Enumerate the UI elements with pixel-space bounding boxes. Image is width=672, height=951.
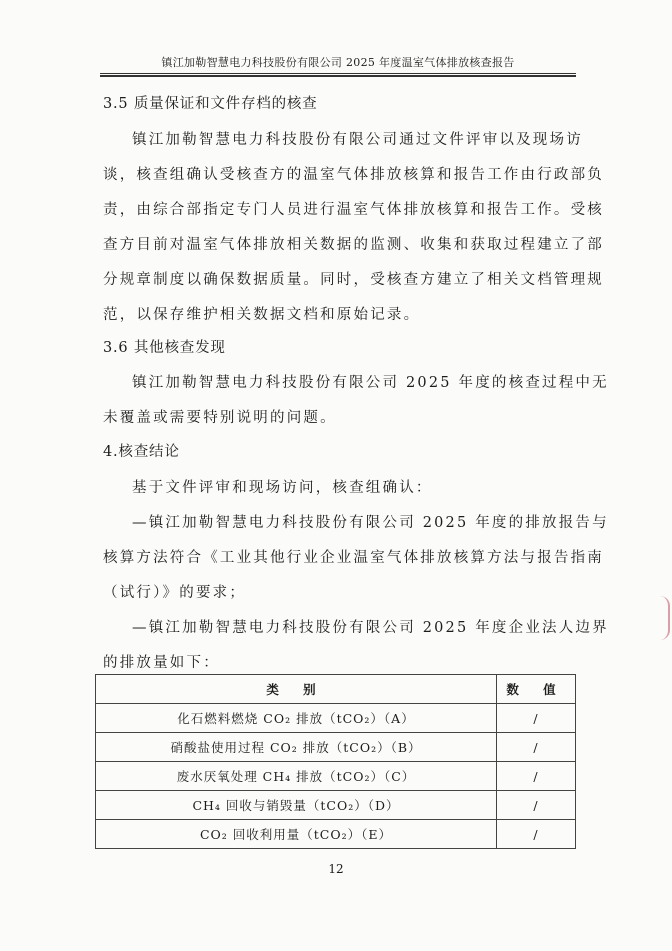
table-row: [96, 791, 576, 820]
paragraph-line: 核算方法符合《工业其他行业企业温室气体排放核算方法与报告指南: [103, 550, 604, 566]
table-row: [96, 762, 576, 791]
section-3-5-title: 3.5 质量保证和文件存档的核查: [103, 96, 318, 112]
table-row: [96, 733, 576, 762]
paragraph-line: 范，以保存维护相关数据文档和原始记录。: [103, 307, 421, 323]
table-cell-value: /: [497, 733, 576, 762]
table-cell-value: /: [497, 791, 576, 820]
paragraph-line: 责，由综合部指定专门人员进行温室气体排放核算和报告工作。受核: [103, 202, 604, 218]
table-cell-category: 硝酸盐使用过程 CO₂ 排放（tCO₂）（B）: [96, 733, 497, 762]
table-cell-value: /: [497, 820, 576, 849]
paragraph-line: 的排放量如下：: [103, 655, 220, 671]
section-4-title: 4.核查结论: [103, 444, 180, 460]
table-header-row: [96, 675, 576, 704]
table-cell-category: CO₂ 回收利用量（tCO₂）（E）: [96, 820, 497, 849]
column-header-value: 数 值: [497, 675, 576, 704]
running-header: 镇江加勒智慧电力科技股份有限公司 2025 年度温室气体排放核查报告: [100, 54, 576, 74]
paragraph-line: —镇江加勒智慧电力科技股份有限公司 2025 年度企业法人边界: [132, 620, 609, 636]
paragraph-line: 未覆盖或需要特别说明的问题。: [103, 410, 337, 426]
paragraph-line: —镇江加勒智慧电力科技股份有限公司 2025 年度的排放报告与: [132, 515, 609, 531]
emissions-table: [95, 674, 576, 849]
paragraph-line: 分规章制度以确保数据质量。同时，受核查方建立了相关文档管理规: [103, 272, 604, 288]
paragraph-line: 谈，核查组确认受核查方的温室气体排放核算和报告工作由行政部负: [103, 167, 604, 183]
table-cell-category: CH₄ 回收与销毁量（tCO₂）（D）: [96, 791, 497, 820]
table-cell-value: /: [497, 762, 576, 791]
paragraph-line: 镇江加勒智慧电力科技股份有限公司通过文件评审以及现场访: [132, 132, 583, 148]
paragraph-line: （试行）》的要求；: [103, 585, 247, 601]
paragraph-line: 查方目前对温室气体排放相关数据的监测、收集和获取过程建立了部: [103, 237, 604, 253]
table-cell-category: 化石燃料燃烧 CO₂ 排放（tCO₂）（A）: [96, 704, 497, 733]
page-number: 12: [328, 862, 344, 876]
column-header-category: 类 别: [96, 675, 497, 704]
table-cell-category: 废水厌氧处理 CH₄ 排放（tCO₂）（C）: [96, 762, 497, 791]
binding-edge-mark: [660, 596, 670, 640]
section-3-6-title: 3.6 其他核查发现: [103, 340, 226, 356]
table-row: [96, 704, 576, 733]
table-row: [96, 820, 576, 849]
table-cell-value: /: [497, 704, 576, 733]
paragraph-line: 镇江加勒智慧电力科技股份有限公司 2025 年度的核查过程中无: [132, 375, 609, 391]
paragraph-line: 基于文件评审和现场访问，核查组确认：: [132, 480, 433, 496]
